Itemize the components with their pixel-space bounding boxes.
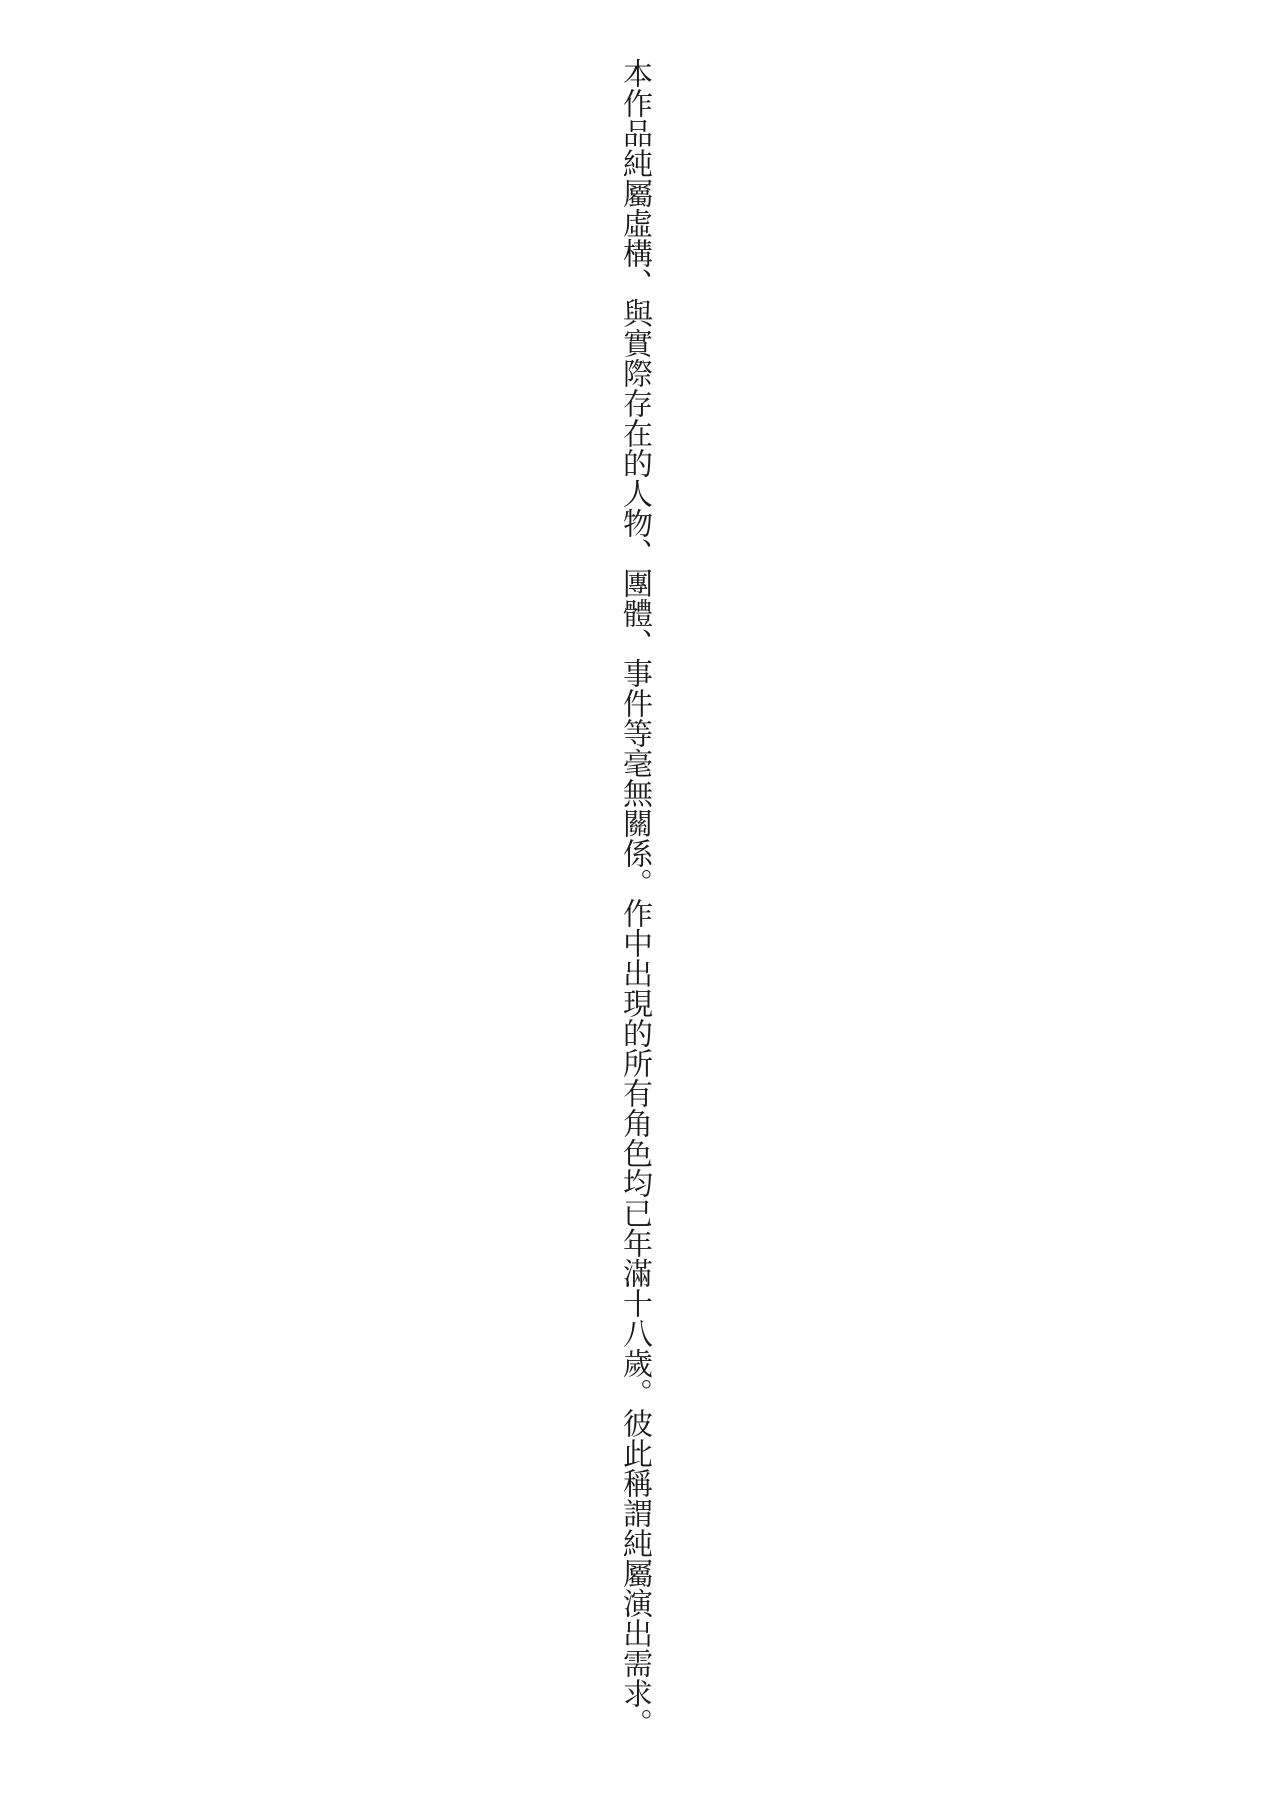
disclaimer-text: 本作品純屬虛構、與實際存在的人物、團體、事件等毫無關係。作中出現的所有角色均已年滿十八歲。彼此稱謂純屬演出需求。 (617, 58, 652, 1738)
